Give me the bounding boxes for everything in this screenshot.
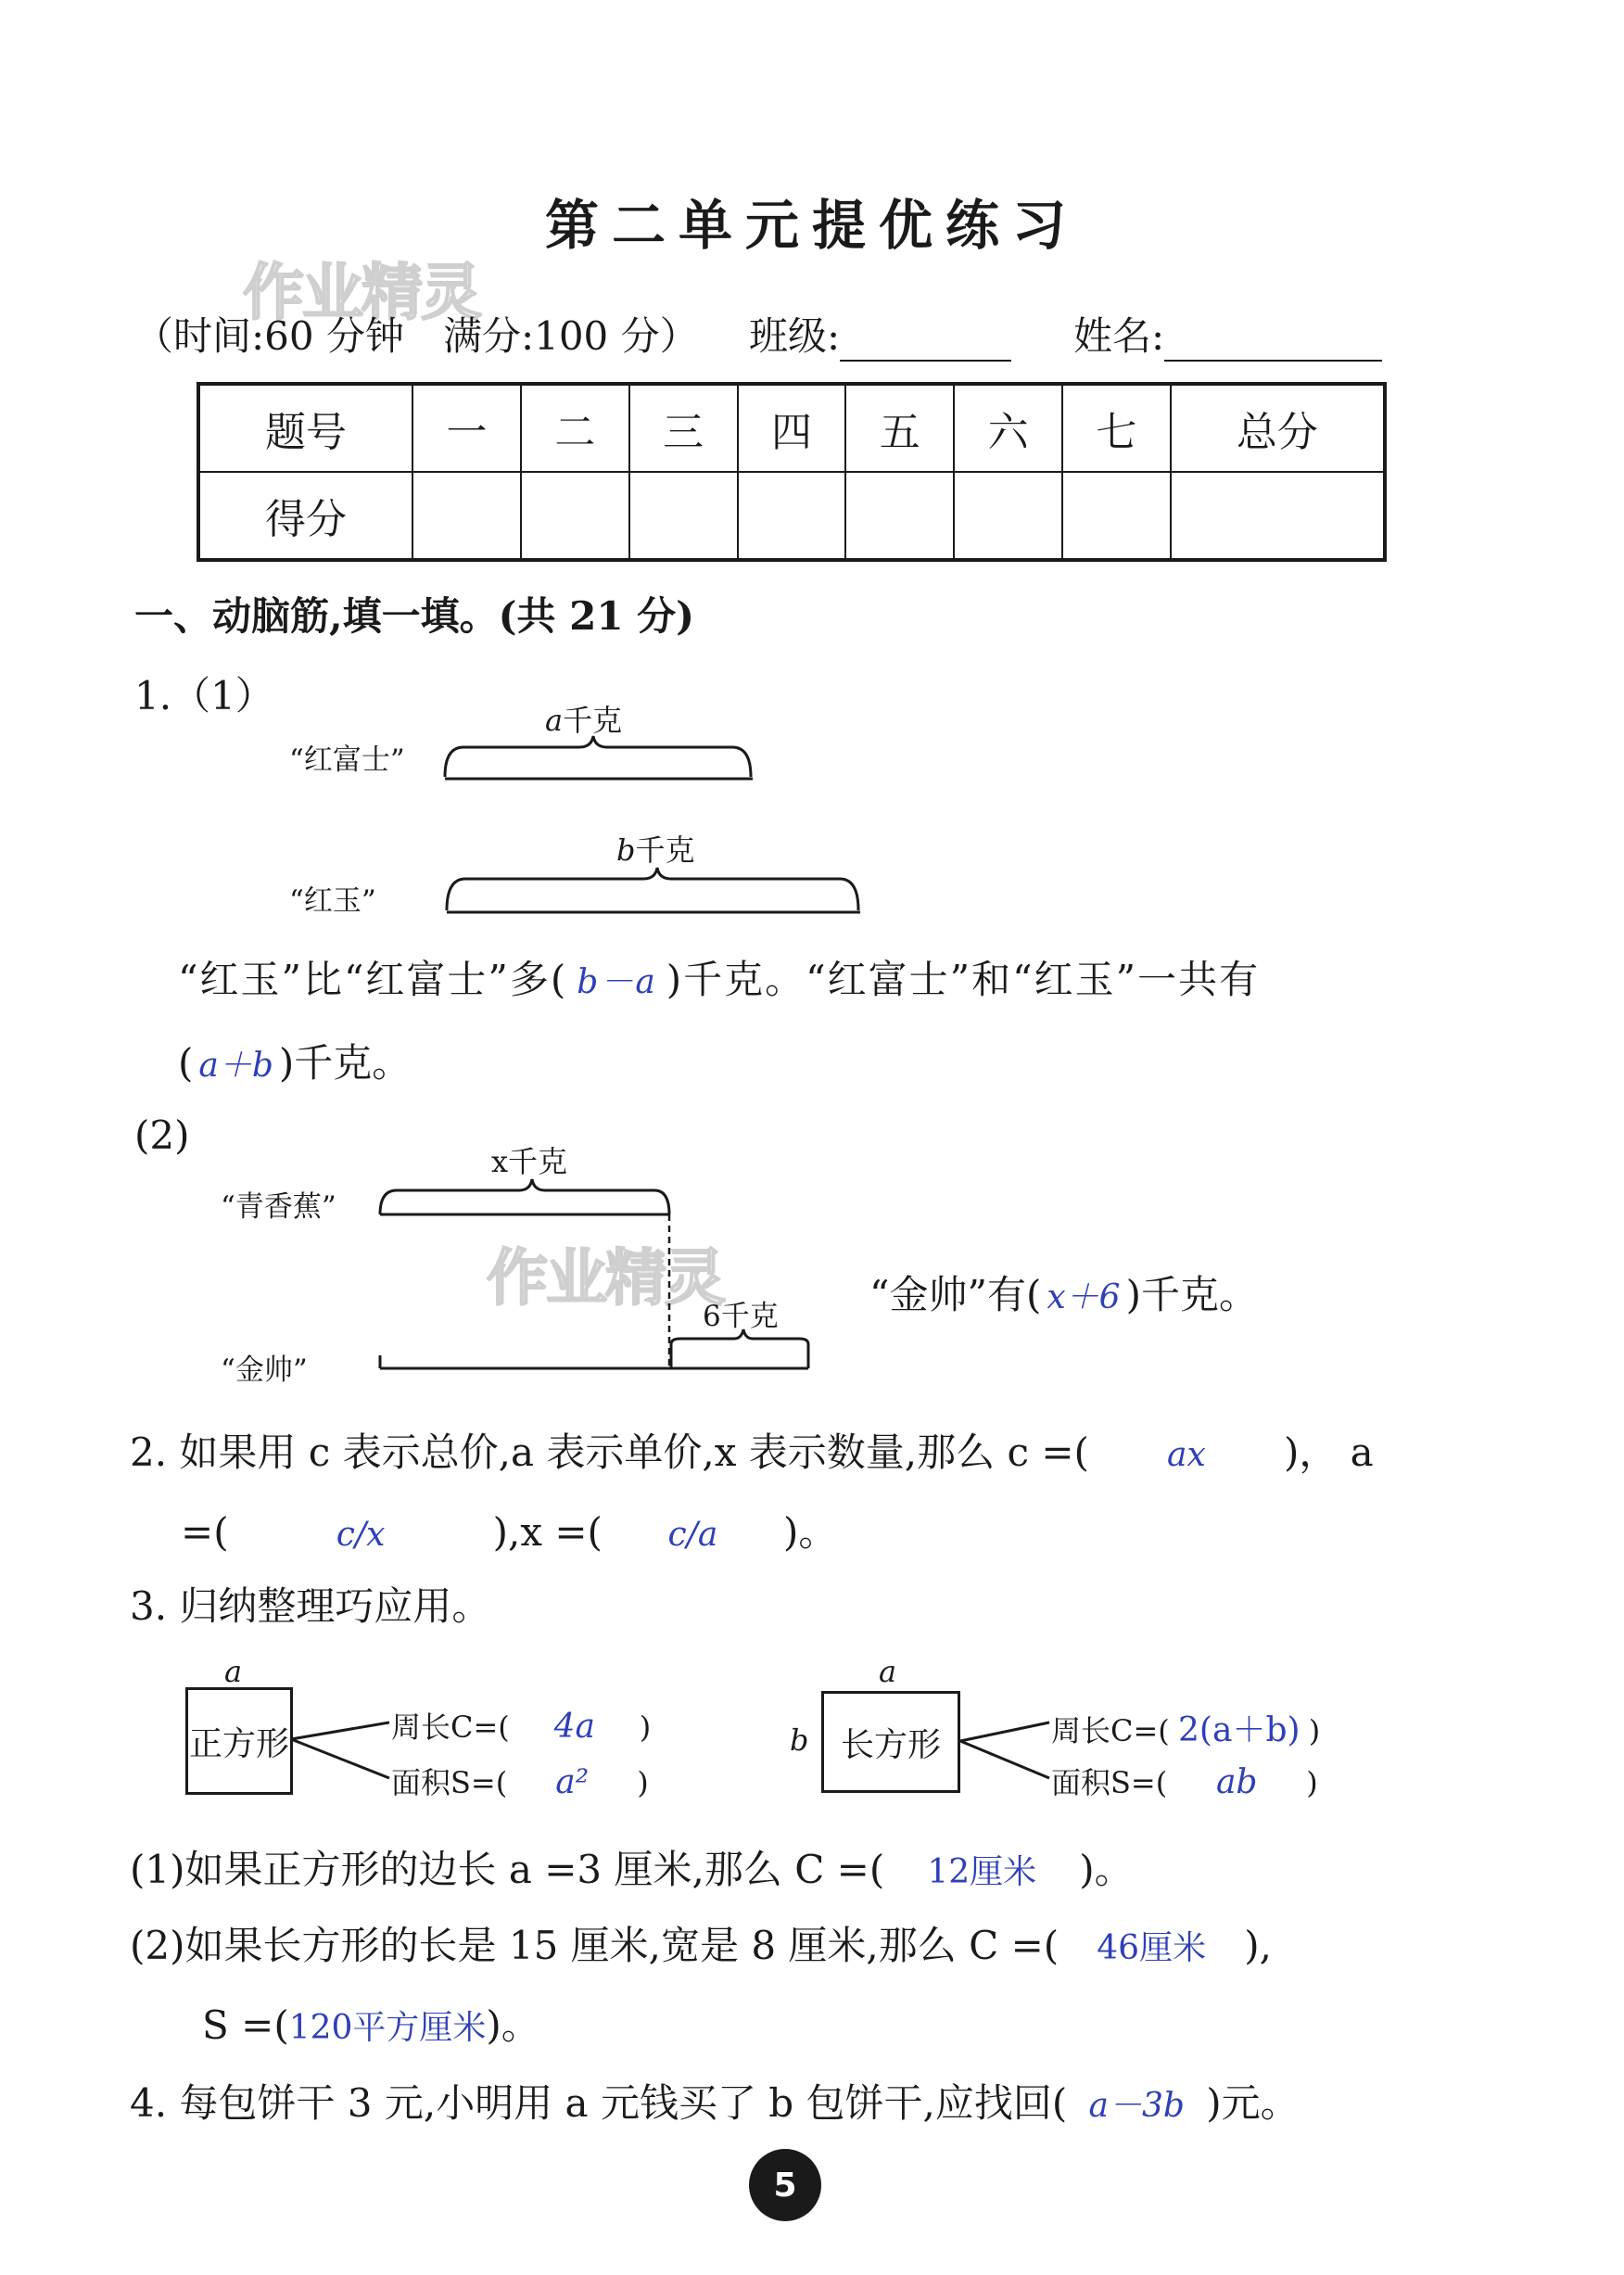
brace-x-label: x千克 bbox=[491, 1144, 568, 1179]
answer-a-plus-b[interactable]: a＋b bbox=[198, 1047, 273, 1085]
square-area bbox=[391, 1760, 649, 1802]
watermark: 作业精灵 bbox=[487, 1242, 724, 1314]
text: ( bbox=[178, 1040, 194, 1086]
rect-connector bbox=[960, 1722, 1049, 1778]
text: )。 bbox=[1079, 1847, 1134, 1892]
square-connector bbox=[291, 1722, 389, 1778]
brace-6kg bbox=[671, 1329, 808, 1368]
answer-square-area[interactable]: a² bbox=[555, 1763, 590, 1801]
brace-a bbox=[445, 736, 753, 779]
text: 周长C=( bbox=[391, 1709, 510, 1745]
section-heading: 一、动脑筋,填一填。(共 21 分) bbox=[134, 593, 695, 639]
rect-left-label: b bbox=[790, 1722, 809, 1758]
watermark: 作业精灵 bbox=[243, 257, 480, 328]
table-cell: 一 bbox=[412, 384, 521, 472]
var-b: b bbox=[616, 832, 636, 868]
q2-line1 bbox=[130, 1422, 1374, 1478]
page-number: 5 bbox=[749, 2149, 821, 2221]
brace-b-label bbox=[616, 827, 695, 870]
table-cell: 题号 bbox=[198, 384, 412, 472]
brace-b bbox=[447, 868, 860, 912]
text: ) bbox=[1308, 1713, 1321, 1748]
table-cell: 六 bbox=[954, 384, 1062, 472]
table-cell: 得分 bbox=[198, 472, 412, 560]
square-side-label: a bbox=[224, 1654, 243, 1689]
text: )千克。 bbox=[278, 1040, 412, 1086]
answer-b-minus-a[interactable]: b－a bbox=[577, 963, 657, 1001]
class-label: 班级: bbox=[749, 313, 841, 359]
answer-x-plus-6[interactable]: x＋6 bbox=[1047, 1278, 1121, 1316]
text: S =( bbox=[202, 2002, 289, 2048]
page-title: 第二单元提优练习 bbox=[544, 194, 1079, 257]
text: ),x =( bbox=[492, 1509, 603, 1555]
text: )。 bbox=[486, 2002, 540, 2048]
q3-part1 bbox=[130, 1839, 1134, 1895]
text: 周长C=( bbox=[1051, 1713, 1170, 1748]
label-hongyu: “红玉” bbox=[289, 884, 376, 918]
brace-x bbox=[380, 1179, 669, 1214]
text: =( bbox=[181, 1509, 229, 1555]
text: )， a bbox=[1283, 1430, 1374, 1475]
answer-rect-perimeter[interactable]: 2(a＋b) bbox=[1178, 1711, 1300, 1749]
label-hongfushi: “红富士” bbox=[289, 744, 405, 777]
text: ) bbox=[1306, 1765, 1318, 1800]
text: 面积S=( bbox=[1051, 1765, 1168, 1800]
q1-line1 bbox=[178, 949, 1260, 1005]
q2-line2 bbox=[181, 1502, 837, 1557]
text: ) bbox=[637, 1765, 649, 1800]
table-cell: 二 bbox=[521, 384, 629, 472]
square-perimeter bbox=[391, 1704, 651, 1747]
rect-label: 长方形 bbox=[840, 1725, 941, 1764]
text: ), bbox=[1244, 1923, 1272, 1968]
square-box bbox=[185, 1687, 293, 1795]
question-number: 1.（1） bbox=[134, 673, 274, 718]
text: ) bbox=[639, 1709, 652, 1745]
table-cell: 四 bbox=[738, 384, 846, 472]
q1-line2 bbox=[178, 1033, 411, 1088]
unit-kg: 千克 bbox=[563, 703, 623, 738]
name-label: 姓名: bbox=[1073, 313, 1165, 359]
answer-rect-area[interactable]: ab bbox=[1215, 1763, 1258, 1801]
answer-square-perimeter[interactable]: 4a bbox=[553, 1708, 595, 1746]
text: 4. 每包饼干 3 元,小明用 a 元钱买了 b 包饼干,应找回( bbox=[130, 2080, 1068, 2126]
rect-area bbox=[1051, 1760, 1318, 1802]
table-cell: 五 bbox=[845, 384, 954, 472]
answer-square-c[interactable]: 12厘米 bbox=[927, 1853, 1037, 1891]
q4-line bbox=[130, 2073, 1300, 2129]
exam-info: （时间:60 分钟 满分:100 分） bbox=[134, 313, 699, 359]
q1-part2-text bbox=[869, 1265, 1258, 1320]
table-cell: 七 bbox=[1062, 384, 1171, 472]
q3-part2 bbox=[130, 1915, 1272, 1971]
table-cell: 总分 bbox=[1171, 384, 1385, 472]
square-label: 正方形 bbox=[188, 1724, 289, 1763]
rect-perimeter bbox=[1051, 1704, 1320, 1751]
brace-a-label bbox=[545, 697, 622, 740]
text: )千克。“红富士”和“红玉”一共有 bbox=[666, 957, 1261, 1002]
text: “金帅”有( bbox=[869, 1272, 1042, 1317]
answer-rect-c[interactable]: 46厘米 bbox=[1097, 1929, 1207, 1967]
answer-rect-s[interactable]: 120平方厘米 bbox=[288, 2009, 487, 2047]
text: (1)如果正方形的边长 a =3 厘米,那么 C =( bbox=[130, 1847, 885, 1892]
text: )千克。 bbox=[1125, 1272, 1258, 1317]
var-a: a bbox=[545, 703, 564, 738]
text: “红玉”比“红富士”多( bbox=[178, 957, 568, 1002]
answer-a[interactable]: c/x bbox=[336, 1516, 386, 1554]
q3-part3 bbox=[202, 1995, 540, 2051]
rect-top-label: a bbox=[879, 1654, 897, 1689]
text: (2)如果长方形的长是 15 厘米,宽是 8 厘米,那么 C =( bbox=[130, 1923, 1059, 1968]
rect-box bbox=[821, 1691, 960, 1793]
part2-number: (2) bbox=[134, 1112, 190, 1158]
baseline-jinshuai bbox=[380, 1355, 808, 1368]
answer-change[interactable]: a－3b bbox=[1088, 2087, 1185, 2125]
answer-c[interactable]: ax bbox=[1167, 1436, 1206, 1474]
label-qingxiangjiao: “青香蕉” bbox=[221, 1190, 336, 1224]
q3-heading: 3. 归纳整理巧应用。 bbox=[130, 1583, 491, 1629]
label-jinshuai: “金帅” bbox=[221, 1354, 308, 1387]
text: 2. 如果用 c 表示总价,a 表示单价,x 表示数量,那么 c =( bbox=[130, 1430, 1089, 1475]
text: )。 bbox=[782, 1509, 838, 1555]
table-cell: 三 bbox=[629, 384, 738, 472]
answer-x[interactable]: c/a bbox=[667, 1516, 718, 1554]
unit-kg: 千克 bbox=[635, 832, 695, 868]
text: 面积S=( bbox=[391, 1765, 508, 1800]
brace-6kg-label: 6千克 bbox=[703, 1300, 779, 1333]
text: )元。 bbox=[1206, 2080, 1300, 2126]
